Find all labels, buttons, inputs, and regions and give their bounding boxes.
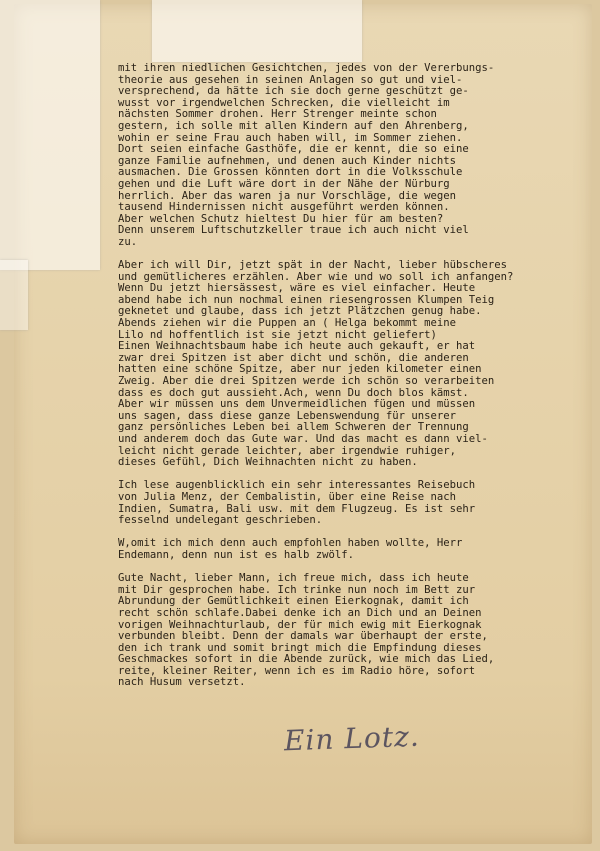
letter-body bbox=[118, 63, 578, 689]
text-line: verbunden bleibt. Denn der damals war überhaupt der erste, bbox=[118, 630, 488, 643]
text-line: Indien, Sumatra, Bali usw. mit dem Flugzeug. Es ist sehr bbox=[118, 502, 476, 515]
text-line: Abrundung der Gemütlichkeit einen Eierkognak, damit ich bbox=[118, 595, 469, 608]
text-line: hatten eine schöne Spitze, aber nur jeden kilometer einen bbox=[118, 363, 482, 376]
letter-paragraph bbox=[118, 573, 578, 689]
text-line: mit Dir gesprochen habe. Ich trinke nun noch im Bett zur bbox=[118, 583, 476, 596]
text-line: ganz persönliches Leben bei allem Schweren der Trennung bbox=[118, 421, 469, 434]
text-line: vorigen Weihnachturlaub, der für mich ewig mit Eierkognak bbox=[118, 618, 482, 631]
text-line: ausmachen. Die Grossen könnten dort in die Volksschule bbox=[118, 166, 463, 179]
text-line: von Julia Menz, der Cembalistin, über eine Reise nach bbox=[118, 490, 457, 503]
letter-paragraph bbox=[118, 538, 578, 561]
text-line: Dort seien einfache Gasthöfe, die er kennt, die so eine bbox=[118, 143, 469, 156]
text-line: Aber welchen Schutz hieltest Du hier für am besten? bbox=[118, 212, 444, 225]
text-line: dieses Gefühl, Dich Weihnachten nicht zu haben. bbox=[118, 456, 418, 469]
handwritten-signature: Ein Lotz. bbox=[283, 719, 421, 758]
text-line: nach Husum versetzt. bbox=[118, 676, 246, 689]
tape-strip-left bbox=[0, 0, 100, 270]
text-line: Lilo nd hoffentlich ist sie jetzt nicht geliefert) bbox=[118, 328, 437, 341]
text-line: zwar drei Spitzen ist aber dicht und schön, die anderen bbox=[118, 351, 469, 364]
text-line: und anderem doch das Gute war. Und das macht es dann viel- bbox=[118, 433, 488, 445]
text-line: Einen Weihnachtsbaum habe ich heute auch gekauft, er hat bbox=[118, 340, 476, 353]
text-line: recht schön schlafe.Dabei denke ich an Dich und an Deinen bbox=[118, 606, 482, 619]
text-line: Geschmackes sofort in die Abende zurück, wie mich das Lied, bbox=[118, 653, 495, 666]
text-line: und gemütlicheres erzählen. Aber wie und wo soll ich anfangen? bbox=[118, 270, 514, 283]
text-line: mit ihren niedlichen Gesichtchen, jedes von der Vererbungs- bbox=[118, 62, 495, 74]
text-line: gehen und die Luft wäre dort in der Nähe der Nürburg bbox=[118, 177, 450, 190]
text-line: W,omit ich mich denn auch empfohlen haben wollte, Herr bbox=[118, 537, 463, 550]
text-line: Ich lese augenblicklich ein sehr interessantes Reisebuch bbox=[118, 479, 476, 492]
text-line: abend habe ich nun nochmal einen riesengrossen Klumpen Teig bbox=[118, 293, 495, 306]
letter-paragraph bbox=[118, 260, 578, 469]
text-line: dass es doch gut aussieht.Ach, wenn Du doch blos kämst. bbox=[118, 386, 469, 399]
text-line: geknetet und glaube, dass ich jetzt Plätzchen genug habe. bbox=[118, 305, 482, 318]
text-line: Denn unserem Luftschutzkeller traue ich auch nicht viel bbox=[118, 224, 469, 237]
text-line: gestern, ich solle mit allen Kindern auf den Ahrenberg, bbox=[118, 119, 469, 132]
text-line: leicht nicht gerade leichter, aber irgendwie ruhiger, bbox=[118, 444, 457, 457]
text-line: versprechend, da hätte ich sie doch gerne geschützt ge- bbox=[118, 85, 469, 98]
letter-paragraph bbox=[118, 480, 578, 526]
text-line: tausend Hindernissen nicht ausgeführt werden können. bbox=[118, 201, 450, 214]
text-line: Zweig. Aber die drei Spitzen werde ich schön so verarbeiten bbox=[118, 375, 495, 388]
text-line: reite, kleiner Reiter, wenn ich es im Radio höre, sofort bbox=[118, 664, 476, 677]
letter-paragraph bbox=[118, 63, 578, 249]
text-line: Aber ich will Dir, jetzt spät in der Nacht, lieber hübscheres bbox=[118, 259, 508, 272]
text-line: Aber wir müssen uns dem Unvermeidlichen fügen und müssen bbox=[118, 398, 476, 411]
tape-strip-top bbox=[152, 0, 362, 62]
text-line: Abends ziehen wir die Puppen an ( Helga bekommt meine bbox=[118, 317, 457, 330]
text-line: herrlich. Aber das waren ja nur Vorschläge, die wegen bbox=[118, 189, 457, 202]
tape-strip-left-lower bbox=[0, 260, 28, 330]
text-line: uns sagen, dass diese ganze Lebenswendung für unserer bbox=[118, 409, 457, 422]
text-line: Gute Nacht, lieber Mann, ich freue mich, dass ich heute bbox=[118, 572, 469, 585]
text-line: Endemann, denn nun ist es halb zwölf. bbox=[118, 548, 354, 561]
text-line: den ich trank und somit bringt mich die Empfindung dieses bbox=[118, 641, 482, 654]
text-line: zu. bbox=[118, 235, 138, 248]
text-line: ganze Familie aufnehmen, und denen auch Kinder nichts bbox=[118, 154, 457, 167]
text-line: nächsten Sommer drohen. Herr Strenger meinte schon bbox=[118, 108, 437, 121]
text-line: wusst vor irgendwelchen Schrecken, die vielleicht im bbox=[118, 96, 450, 109]
text-line: theorie aus gesehen in seinen Anlagen so gut und viel- bbox=[118, 73, 463, 86]
text-line: wohin er seine Frau auch haben will, im Sommer ziehen. bbox=[118, 131, 463, 144]
text-line: Wenn Du jetzt hiersässest, wäre es viel einfacher. Heute bbox=[118, 282, 476, 295]
text-line: fesselnd undelegant geschrieben. bbox=[118, 514, 323, 527]
